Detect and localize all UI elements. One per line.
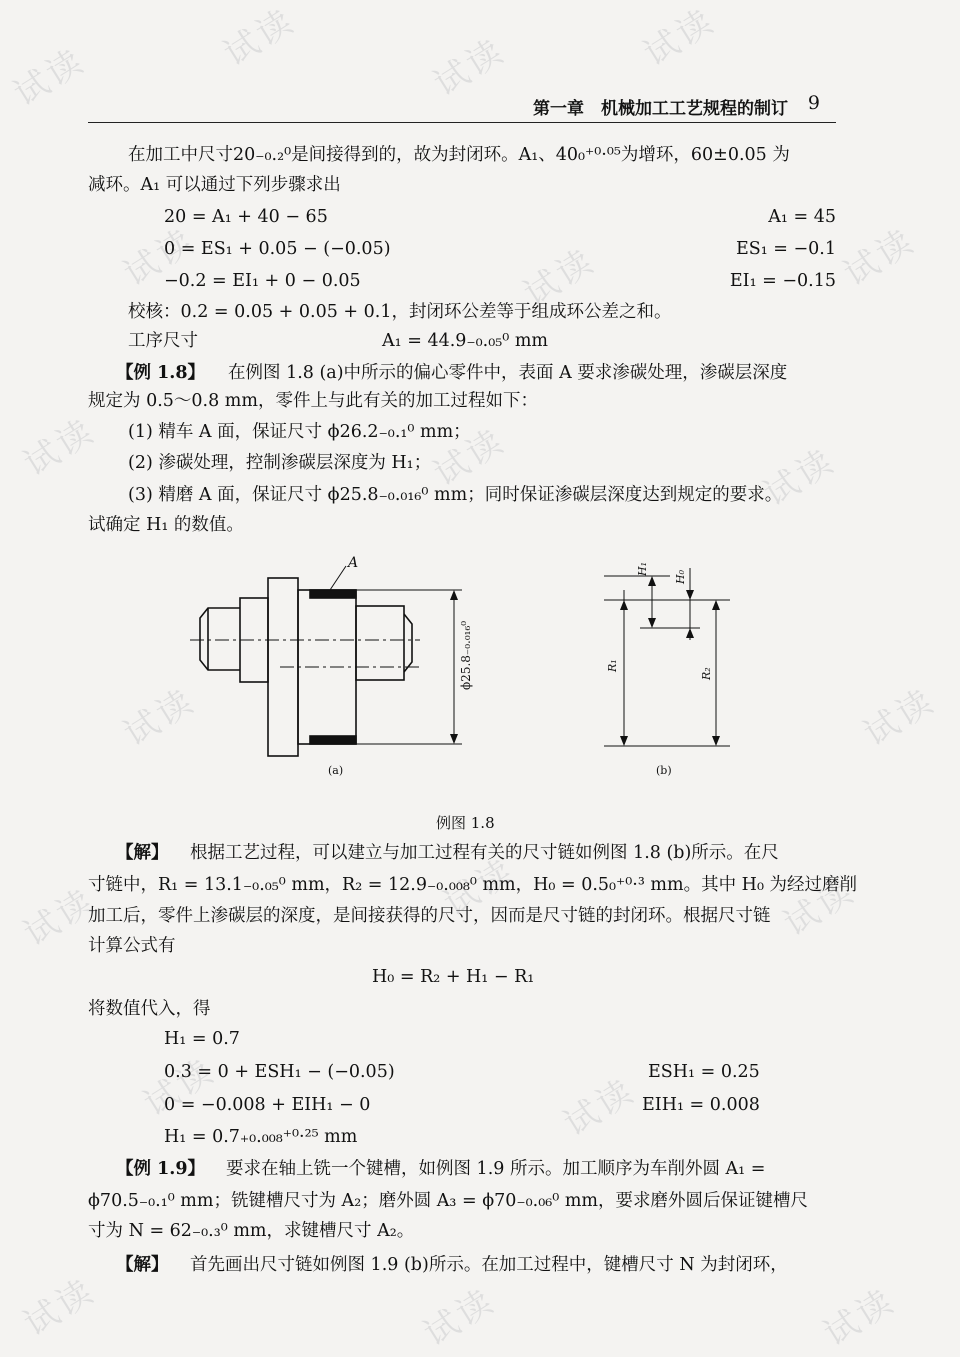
running-title: 第一章 机械加工工艺规程的制订 [533, 99, 788, 119]
text-line: (1) 精车 A 面，保证尺寸 ϕ26.2₋₀.₁⁰ mm； [128, 422, 471, 442]
text-line: ϕ70.5₋₀.₁⁰ mm；铣键槽尺寸为 A₂；磨外圆 A₃ = ϕ70₋₀.₀₆⁰ mm，要求磨外圆后保证键槽尺 [88, 1191, 809, 1211]
equation-left: 20 = A₁ + 40 − 65 [164, 207, 328, 227]
watermark-text: 试读 [417, 1280, 503, 1355]
watermark-text: 试读 [117, 680, 203, 755]
watermark-text: 试读 [17, 410, 103, 485]
text-line: 要求在轴上铣一个键槽，如例图 1.9 所示。加工顺序为车削外圆 A₁ = [226, 1159, 766, 1179]
text-line: 根据工艺过程，可以建立与加工过程有关的尺寸链如例图 1.8 (b)所示。在尺 [190, 843, 779, 863]
equation: A₁ = 44.9₋₀.₀₅⁰ mm [382, 331, 549, 351]
watermark-text: 试读 [777, 870, 863, 945]
text-line: 在加工中尺寸20₋₀.₂⁰是间接得到的，故为封闭环。A₁、40₀⁺⁰·⁰⁵为增环，60±0.05 为 [128, 145, 790, 165]
equation-right: ESH₁ = 0.25 [648, 1062, 760, 1082]
text-line: (3) 精磨 A 面，保证尺寸 ϕ25.8₋₀.₀₁₆⁰ mm；同时保证渗碳层深度达到规定的要求。 [128, 485, 783, 505]
equation-right: ES₁ = −0.1 [735, 239, 836, 259]
equation-left: 0 = ES₁ + 0.05 − (−0.05) [164, 239, 391, 259]
watermark-text: 试读 [637, 0, 723, 75]
watermark-text: 试读 [7, 40, 93, 115]
text-line: 加工后，零件上渗碳层的深度，是间接获得的尺寸，因而是尺寸链的封闭环。根据尺寸链 [88, 906, 771, 926]
example-tag: 【例 1.8】 [116, 363, 206, 383]
watermark-text: 试读 [837, 220, 923, 295]
text-line: 首先画出尺寸链如例图 1.9 (b)所示。在加工过程中，键槽尺寸 N 为封闭环， [190, 1255, 788, 1275]
equation-right: EIH₁ = 0.008 [642, 1095, 760, 1115]
equation-left: 0.3 = 0 + ESH₁ − (−0.05) [164, 1062, 395, 1082]
subfigure-label-b: (b) [656, 764, 672, 777]
text-line: 将数值代入，得 [88, 999, 211, 1019]
equation-right: EI₁ = −0.15 [729, 271, 836, 291]
text-line: 计算公式有 [88, 936, 176, 956]
solution-tag: 【解】 [116, 1255, 169, 1275]
equation: H₁ = 0.7₊₀.₀₀₈⁺⁰·²⁵ mm [164, 1127, 358, 1147]
text-line: 工序尺寸 [128, 331, 198, 351]
label-H0: H₀ [674, 569, 687, 584]
watermark-text: 试读 [757, 440, 843, 515]
shaft-left-end [200, 608, 240, 670]
watermark-text: 试读 [217, 0, 303, 75]
formula: H₀ = R₂ + H₁ − R₁ [372, 967, 535, 987]
label-H1: H₁ [636, 561, 649, 576]
watermark-text: 试读 [117, 220, 203, 295]
watermark-text: 试读 [817, 1280, 903, 1355]
text-line: 规定为 0.5～0.8 mm，零件上与此有关的加工过程如下： [88, 391, 538, 411]
watermark-text: 试读 [517, 240, 603, 315]
figure-caption: 例图 1.8 [436, 814, 495, 832]
carburized-layer-bottom [310, 736, 356, 744]
shaft-right-end [404, 614, 412, 672]
text-line: 试确定 H₁ 的数值。 [88, 515, 244, 535]
equation-left: −0.2 = EI₁ + 0 − 0.05 [164, 271, 361, 291]
leader-line [330, 566, 346, 590]
watermark-text: 试读 [557, 1070, 643, 1145]
solution-tag: 【解】 [116, 843, 169, 863]
equation-left: 0 = −0.008 + EIH₁ − 0 [164, 1095, 371, 1115]
text-line: (2) 渗碳处理，控制渗碳层深度为 H₁； [128, 453, 432, 473]
dimension-label: ϕ25.8₋₀.₀₁₆⁰ [459, 620, 473, 690]
text-line: 减环。A₁ 可以通过下列步骤求出 [88, 175, 341, 195]
equation: H₁ = 0.7 [164, 1029, 240, 1049]
label-R2: R₂ [700, 667, 713, 680]
page-number: 9 [807, 92, 820, 114]
text-line: 寸为 N = 62₋₀.₃⁰ mm，求键槽尺寸 A₂。 [88, 1221, 415, 1241]
text-line: 在例图 1.8 (a)中所示的偏心零件中，表面 A 要求渗碳处理，渗碳层深度 [228, 363, 788, 383]
surface-label: A [348, 555, 359, 571]
equation-right: A₁ = 45 [768, 207, 836, 227]
watermark-text: 试读 [137, 1050, 223, 1125]
watermark-text: 试读 [437, 850, 523, 925]
text-line: 寸链中，R₁ = 13.1₋₀.₀₅⁰ mm，R₂ = 12.9₋₀.₀₀₈⁰ mm，H₀ = 0.5₀⁺⁰·³ mm。其中 H₀ 为经过磨削 [88, 875, 858, 895]
example-tag: 【例 1.9】 [116, 1159, 206, 1179]
subfigure-label-a: (a) [328, 764, 344, 777]
carburized-layer-top [310, 590, 356, 598]
label-R1: R₁ [606, 659, 619, 672]
watermark-text: 试读 [17, 1270, 103, 1345]
watermark-text: 试读 [857, 680, 943, 755]
watermark-text: 试读 [17, 880, 103, 955]
watermark-text: 试读 [427, 30, 513, 105]
watermark-text: 试读 [427, 420, 513, 495]
shaft-step-right [356, 606, 404, 680]
text-line: 校核：0.2 = 0.05 + 0.05 + 0.1，封闭环公差等于组成环公差之和。 [128, 302, 672, 322]
